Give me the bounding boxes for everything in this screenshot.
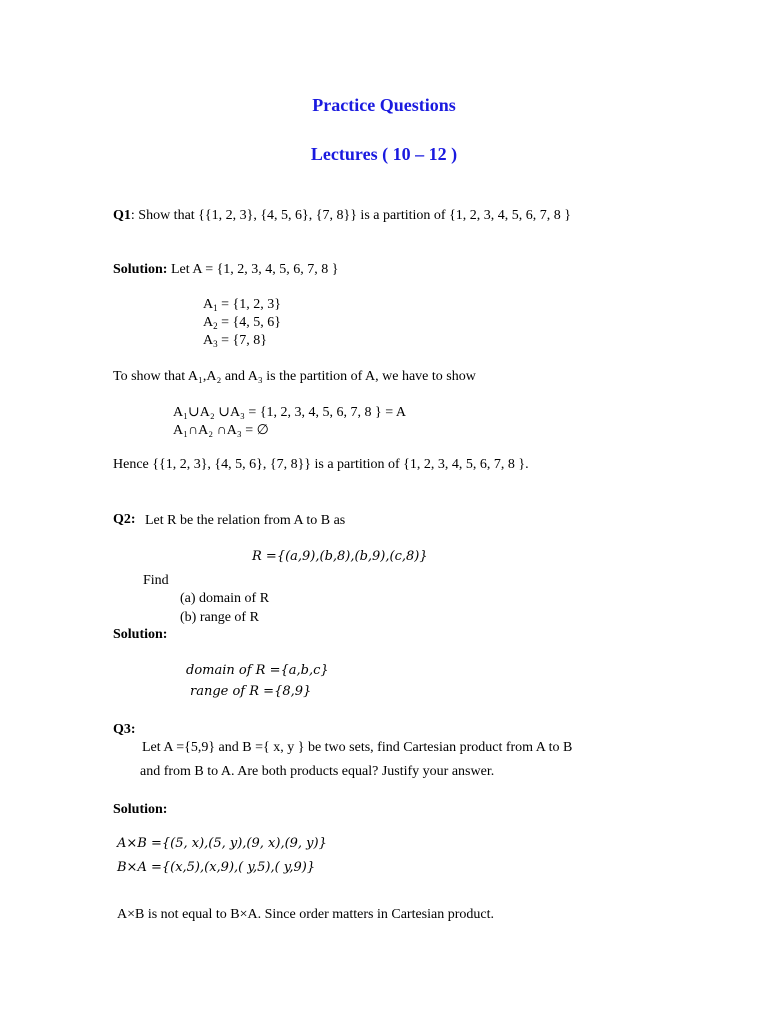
q1-text: : Show that {{1, 2, 3}, {4, 5, 6}, {7, 8}} is a partition of {1, 2, 3, 4, 5, 6, 7, 8 } <box>130 208 572 223</box>
q3-line2: and from B to A. Are both products equal? Justify your answer. <box>140 764 495 779</box>
q1-solution-label: Solution: <box>113 262 168 277</box>
q1-union: A₁∪A₂ ∪A₃ = {1, 2, 3, 4, 5, 6, 7, 8 } = A <box>173 405 407 420</box>
q1-set-a2-value: = {4, 5, 6} <box>221 315 281 330</box>
q2-part-b: (b) range of R <box>180 610 259 625</box>
page-subtitle: Lectures ( 10 – 12 ) <box>310 144 458 164</box>
q3-label <box>113 721 136 739</box>
q1-set-a3: $A_3 = \{7$, 8} <box>203 333 267 349</box>
q3-axb: A×B ={(5, x),(5, y),(9, x),(9, y)} <box>117 836 327 851</box>
q1-set-a2: $A_2 = \{4$, 5, 6} <box>203 315 281 331</box>
q2-part-a: (a) domain of R <box>180 591 270 606</box>
q1-conclusion: Hence {{1, 2, 3}, {4, 5, 6}, {7, 8}} is a partition of {1, 2, 3, 4, 5, 6, 7, 8 }. <box>113 457 529 472</box>
q3-conclusion: A×B is not equal to B×A. Since order matters in Cartesian product. <box>117 907 494 922</box>
q3-solution-label <box>113 801 167 819</box>
q2-find: Find <box>143 573 169 588</box>
q3-line1: Let A ={5,9} and B ={ x, y } be two sets, find Cartesian product from A to B <box>142 740 573 755</box>
q2-range: range of R ={8,9} <box>190 684 312 699</box>
q2-label: Q2: <box>113 512 136 527</box>
q1-intersection: A₁∩A₂ ∩A₃ = ∅ <box>173 423 269 438</box>
q1-solution-line <box>113 261 339 279</box>
q1-set-a1: $A_1 = \{1$, 2, 3} <box>203 297 281 313</box>
q2-question <box>113 511 136 529</box>
q2-solution-label-text: Solution: <box>113 627 168 642</box>
page-title: Practice Questions <box>312 95 456 115</box>
q3-bxa: B×A ={(x,5),(x,9),( y,5),( y,9)} <box>117 860 316 875</box>
q1-label: Q1 <box>113 208 131 223</box>
q2-domain: domain of R ={a,b,c} <box>186 663 329 678</box>
q1-set-a3-value: = {7, 8} <box>221 333 267 348</box>
q3-solution-label-text: Solution: <box>113 802 168 817</box>
q1-show-text: To show that A₁,A₂ and A₃ is the partition of A, we have to show <box>113 369 476 384</box>
q2-relation: R ={(a,9),(b,8),(b,9),(c,8)} <box>252 549 428 564</box>
q2-solution-label <box>113 626 167 644</box>
q1-set-a1-value: = {1, 2, 3} <box>221 297 281 312</box>
q1-solution-text: Let A = {1, 2, 3, 4, 5, 6, 7, 8 } <box>167 262 339 277</box>
q1-question <box>113 207 571 225</box>
q3-label-text: Q3: <box>113 722 136 737</box>
q2-text: Let R be the relation from A to B as <box>145 513 346 528</box>
